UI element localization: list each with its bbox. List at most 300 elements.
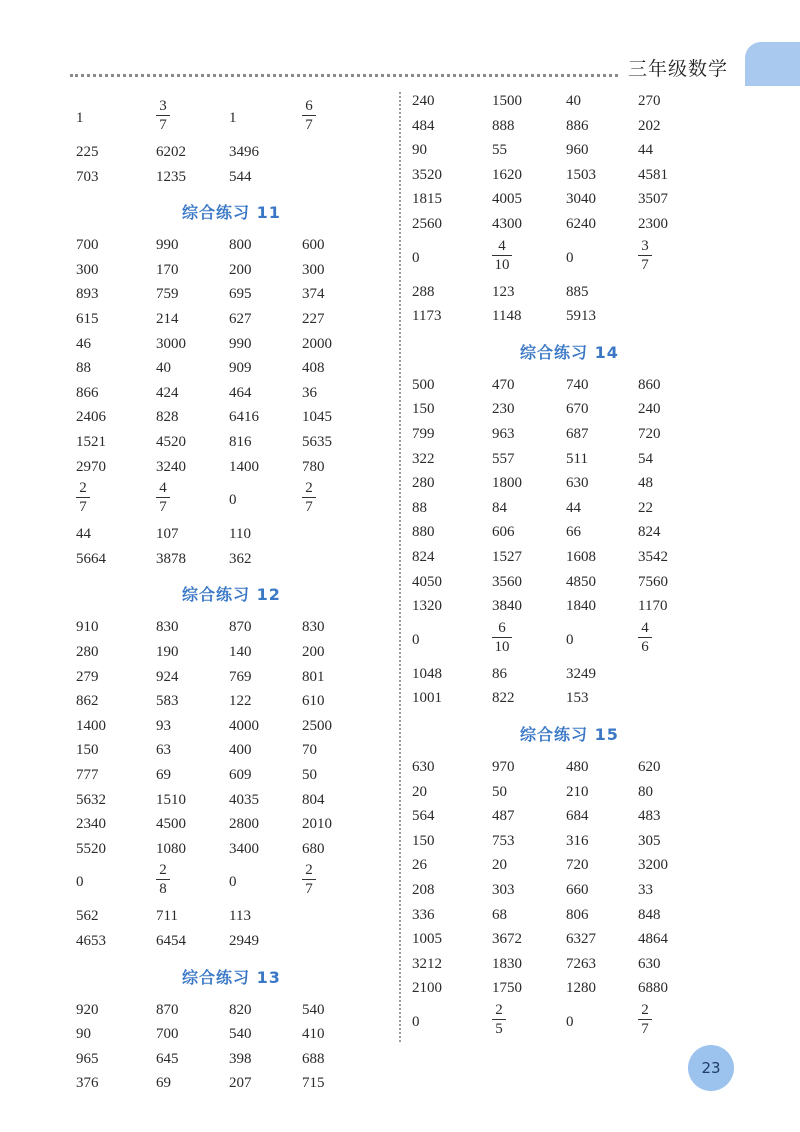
answer-value: 1045 (302, 409, 332, 426)
answer-value: 828 (156, 409, 179, 426)
answer-value: 3542 (638, 549, 668, 565)
answer-value: 44 (76, 526, 91, 543)
fraction-bar (492, 1019, 506, 1020)
answer-row (412, 830, 732, 852)
section-heading: 综合练习 13 (182, 967, 281, 987)
answer-fraction (492, 620, 512, 658)
fraction-numerator: 2 (79, 480, 87, 497)
fraction-denominator: 7 (641, 256, 649, 273)
answer-value: 336 (412, 906, 435, 923)
answer-value: 4500 (156, 816, 186, 833)
answer-row (412, 398, 732, 420)
answer-value: 700 (76, 237, 99, 254)
answer-row (76, 456, 396, 478)
answer-row (76, 1072, 396, 1094)
answer-row (412, 953, 732, 975)
answer-value: 3240 (156, 458, 186, 475)
answer-value: 190 (156, 644, 179, 660)
answer-row (76, 838, 396, 860)
section-heading: 综合练习 15 (520, 725, 619, 744)
answer-value: 410 (302, 1026, 325, 1043)
fraction-numerator: 2 (495, 1002, 503, 1018)
page-number-badge: 23 (688, 1045, 734, 1091)
answer-value: 909 (229, 360, 252, 377)
answer-row (412, 546, 732, 568)
answer-value: 610 (302, 693, 325, 710)
answer-value: 280 (412, 475, 435, 492)
answer-value: 1 (76, 110, 84, 126)
answer-value: 1400 (229, 458, 259, 475)
fraction-bar (638, 1019, 652, 1020)
answer-value: 4520 (156, 434, 186, 450)
answer-row (76, 234, 396, 256)
answer-value: 0 (412, 631, 420, 648)
answer-value: 110 (229, 526, 251, 543)
answer-row (76, 641, 396, 663)
answer-value: 769 (229, 668, 252, 685)
answer-row (76, 333, 396, 355)
answer-value: 50 (302, 767, 317, 783)
answer-value: 970 (492, 759, 515, 775)
answer-row (412, 805, 732, 827)
answer-value: 3212 (412, 955, 442, 972)
answer-value: 484 (412, 117, 435, 134)
answer-row (76, 1048, 396, 1070)
answer-value: 86 (492, 665, 507, 682)
answer-value: 695 (229, 286, 252, 303)
answer-value: 300 (76, 261, 99, 278)
answer-value: 214 (156, 311, 179, 327)
answer-value: 630 (566, 475, 589, 492)
answer-row (76, 357, 396, 379)
answer-value: 1148 (492, 308, 522, 325)
answer-row (76, 406, 396, 428)
answer-row (76, 166, 396, 188)
answer-value: 1527 (492, 549, 522, 565)
answer-value: 400 (229, 742, 252, 759)
answer-value: 20 (412, 783, 427, 800)
answer-value: 866 (76, 384, 99, 401)
fraction-denominator: 8 (159, 881, 167, 898)
answer-value: 480 (566, 759, 589, 775)
answer-value: 122 (229, 693, 252, 710)
answer-value: 270 (638, 93, 661, 109)
answer-value: 606 (492, 524, 515, 541)
answer-row (76, 789, 396, 811)
fraction-numerator: 6 (305, 98, 313, 114)
answer-row (76, 548, 396, 570)
answer-value: 4864 (638, 931, 668, 948)
answer-value: 305 (638, 832, 661, 849)
answer-value: 300 (302, 261, 325, 278)
answer-value: 0 (566, 249, 574, 266)
answer-value: 870 (229, 619, 252, 636)
answer-row (412, 854, 732, 876)
answer-value: 44 (566, 499, 581, 516)
answer-value: 824 (412, 549, 435, 565)
answer-value: 2340 (76, 816, 106, 833)
fraction-denominator: 10 (494, 256, 510, 273)
answer-row (412, 238, 732, 278)
fraction-bar (492, 637, 512, 638)
fraction-denominator: 7 (79, 499, 87, 516)
answer-value: 6327 (566, 931, 596, 948)
answer-value: 910 (76, 619, 99, 636)
answer-value: 5913 (566, 308, 596, 325)
answer-row (412, 756, 732, 778)
fraction-numerator: 3 (159, 98, 167, 114)
answer-row (76, 999, 396, 1021)
fraction-denominator: 7 (305, 499, 313, 516)
answer-value: 886 (566, 117, 589, 134)
answer-value: 1750 (492, 980, 522, 997)
answer-value: 408 (302, 360, 325, 377)
answer-value: 7263 (566, 955, 596, 972)
fraction-denominator: 7 (305, 881, 313, 898)
answer-value: 3840 (492, 598, 522, 615)
answer-value: 1840 (566, 598, 596, 615)
answer-value: 4035 (229, 791, 259, 808)
answer-value: 107 (156, 526, 179, 543)
fraction-numerator: 6 (498, 619, 506, 636)
answer-value: 1800 (492, 475, 522, 492)
fraction-numerator: 3 (641, 237, 649, 254)
fraction-numerator: 4 (159, 480, 167, 497)
section-heading: 综合练习 11 (182, 203, 281, 223)
answer-value: 40 (156, 360, 171, 377)
answer-row (412, 977, 732, 999)
answer-row (76, 715, 396, 737)
answer-row (76, 431, 396, 453)
answer-value: 990 (156, 237, 179, 254)
answer-value: 88 (412, 499, 427, 516)
answer-value: 2949 (229, 933, 259, 949)
answer-value: 40 (566, 93, 581, 109)
answer-row (76, 141, 396, 163)
answer-value: 557 (492, 450, 515, 467)
answer-value: 4000 (229, 717, 259, 734)
answer-value: 2800 (229, 816, 259, 833)
answer-value: 4653 (76, 933, 106, 949)
header-tab-decoration (745, 42, 800, 86)
answer-value: 511 (566, 450, 588, 467)
answer-value: 487 (492, 808, 515, 825)
answer-row (412, 879, 732, 901)
answer-value: 965 (76, 1050, 99, 1067)
answer-value: 48 (638, 475, 653, 492)
answer-value: 870 (156, 1001, 179, 1018)
answer-value: 2560 (412, 216, 442, 232)
answer-value: 470 (492, 376, 515, 393)
answer-value: 1005 (412, 931, 442, 948)
column-divider (399, 92, 401, 1042)
answer-fraction (492, 238, 512, 276)
fraction-bar (302, 879, 316, 880)
answer-value: 711 (156, 908, 178, 925)
answer-value: 1400 (76, 717, 106, 734)
section-heading: 综合练习 12 (182, 585, 281, 605)
answer-value: 1815 (412, 191, 442, 208)
answer-row (76, 813, 396, 835)
answer-value: 54 (638, 450, 653, 467)
answer-value: 700 (156, 1026, 179, 1043)
fraction-denominator: 7 (159, 117, 167, 133)
answer-row (412, 423, 732, 445)
answer-value: 893 (76, 286, 99, 303)
answer-value: 3496 (229, 144, 259, 160)
answer-value: 804 (302, 791, 325, 808)
answer-value: 90 (412, 142, 427, 159)
answer-value: 50 (492, 783, 507, 800)
answer-row (412, 115, 732, 137)
answer-value: 687 (566, 426, 589, 442)
answer-value: 69 (156, 767, 171, 783)
answer-value: 66 (566, 524, 581, 541)
answer-value: 3249 (566, 665, 596, 682)
answer-row (412, 305, 732, 327)
answer-row (412, 571, 732, 593)
answer-value: 824 (638, 524, 661, 541)
answer-value: 5635 (302, 434, 332, 450)
answer-value: 5520 (76, 840, 106, 857)
answer-value: 3878 (156, 550, 186, 567)
answer-value: 630 (412, 759, 435, 775)
answer-value: 240 (638, 401, 661, 418)
fraction-bar (638, 255, 652, 256)
answer-value: 225 (76, 144, 99, 160)
answer-fraction (302, 480, 316, 518)
answer-value: 848 (638, 906, 661, 923)
answer-fraction (156, 98, 170, 136)
answer-value: 777 (76, 767, 99, 783)
answer-value: 4850 (566, 573, 596, 590)
answer-fraction (492, 1002, 506, 1040)
answer-value: 2500 (302, 717, 332, 734)
answer-row (76, 259, 396, 281)
answer-value: 830 (302, 619, 325, 636)
answer-value: 3507 (638, 191, 668, 208)
answer-value: 627 (229, 311, 252, 327)
answer-value: 1048 (412, 665, 442, 682)
answer-value: 3560 (492, 573, 522, 590)
fraction-bar (302, 115, 316, 116)
answer-value: 398 (229, 1050, 252, 1067)
answer-value: 6240 (566, 216, 596, 232)
fraction-bar (156, 115, 170, 116)
fraction-numerator: 2 (305, 480, 313, 497)
answer-row (412, 90, 732, 112)
answer-row (76, 98, 396, 138)
answer-value: 4581 (638, 166, 668, 183)
answer-value: 464 (229, 384, 252, 401)
answer-value: 3672 (492, 931, 522, 948)
answer-value: 2406 (76, 409, 106, 426)
answer-value: 660 (566, 882, 589, 898)
answer-value: 801 (302, 668, 325, 685)
answer-row (412, 213, 732, 235)
answer-value: 0 (412, 1014, 420, 1030)
fraction-denominator: 5 (495, 1021, 503, 1037)
answer-value: 822 (492, 690, 515, 707)
answer-row (76, 616, 396, 638)
answer-value: 22 (638, 499, 653, 516)
answer-value: 150 (76, 742, 99, 759)
fraction-bar (76, 497, 90, 498)
fraction-numerator: 2 (641, 1002, 649, 1018)
answer-value: 6416 (229, 409, 259, 426)
answer-row (412, 521, 732, 543)
fraction-numerator: 4 (641, 619, 649, 636)
answer-value: 0 (229, 874, 237, 891)
answer-value: 93 (156, 717, 171, 734)
answer-value: 720 (638, 426, 661, 442)
answer-value: 820 (229, 1001, 252, 1018)
fraction-denominator: 7 (159, 499, 167, 516)
answer-value: 540 (302, 1001, 325, 1018)
answer-value: 7560 (638, 573, 668, 590)
answer-row (76, 480, 396, 520)
answer-value: 150 (412, 832, 435, 849)
answer-value: 645 (156, 1050, 179, 1067)
answer-value: 1500 (492, 93, 522, 109)
answer-value: 88 (76, 360, 91, 377)
answer-value: 680 (302, 840, 325, 857)
answer-value: 5632 (76, 791, 106, 808)
answer-value: 279 (76, 668, 99, 685)
answer-value: 990 (229, 335, 252, 352)
answer-value: 688 (302, 1050, 325, 1067)
answer-value: 715 (302, 1075, 325, 1092)
answer-value: 90 (76, 1026, 91, 1043)
answer-value: 830 (156, 619, 179, 636)
answer-value: 609 (229, 767, 252, 783)
answer-value: 1510 (156, 791, 186, 808)
fraction-numerator: 4 (498, 237, 506, 254)
answer-value: 322 (412, 450, 435, 467)
answer-value: 583 (156, 693, 179, 710)
answer-row (412, 281, 732, 303)
answer-value: 140 (229, 644, 252, 660)
answer-value: 0 (566, 631, 574, 648)
answer-value: 288 (412, 283, 435, 300)
answer-row (412, 374, 732, 396)
answer-row (412, 164, 732, 186)
answer-value: 3520 (412, 166, 442, 183)
answer-value: 316 (566, 832, 589, 849)
answer-value: 1620 (492, 166, 522, 183)
fraction-numerator: 2 (305, 862, 313, 879)
answer-row (412, 139, 732, 161)
answer-value: 1280 (566, 980, 596, 997)
answer-value: 1830 (492, 955, 522, 972)
answer-value: 303 (492, 882, 515, 898)
answer-value: 963 (492, 426, 515, 442)
answer-row (76, 1023, 396, 1045)
answer-value: 500 (412, 376, 435, 393)
answer-value: 280 (76, 644, 99, 660)
answer-value: 227 (302, 311, 325, 327)
answer-fraction (156, 480, 170, 518)
answer-value: 562 (76, 908, 99, 925)
fraction-bar (156, 497, 170, 498)
answer-value: 860 (638, 376, 661, 393)
answer-value: 55 (492, 142, 507, 159)
fraction-bar (638, 637, 652, 638)
answer-row (412, 472, 732, 494)
answer-value: 0 (229, 492, 237, 509)
answer-fraction (76, 480, 90, 518)
answer-value: 740 (566, 376, 589, 393)
answer-row (76, 862, 396, 902)
answer-value: 5664 (76, 550, 106, 567)
fraction-denominator: 6 (641, 638, 649, 655)
answer-row (412, 448, 732, 470)
answer-row (412, 620, 732, 660)
answer-value: 799 (412, 426, 435, 442)
answer-value: 208 (412, 882, 435, 898)
answer-value: 630 (638, 955, 661, 972)
answer-value: 888 (492, 117, 515, 134)
answer-value: 374 (302, 286, 325, 303)
answer-row (412, 595, 732, 617)
answer-value: 170 (156, 261, 179, 278)
answer-value: 150 (412, 401, 435, 418)
answer-value: 780 (302, 458, 325, 475)
answer-value: 540 (229, 1026, 252, 1043)
answer-row (412, 188, 732, 210)
answer-value: 69 (156, 1075, 171, 1092)
answer-value: 80 (638, 783, 653, 800)
answer-value: 240 (412, 93, 435, 109)
answer-value: 1080 (156, 840, 186, 857)
header-dotted-rule (70, 74, 618, 77)
answer-value: 0 (412, 249, 420, 266)
fraction-bar (492, 255, 512, 256)
page-header-title: 三年级数学 (628, 58, 729, 80)
answer-value: 33 (638, 882, 653, 898)
answer-value: 230 (492, 401, 515, 418)
fraction-denominator: 7 (641, 1021, 649, 1037)
fraction-bar (156, 879, 170, 880)
answer-value: 202 (638, 117, 661, 134)
answer-value: 2970 (76, 458, 106, 475)
answer-fraction (302, 862, 316, 900)
answer-value: 1320 (412, 598, 442, 615)
answer-value: 424 (156, 384, 179, 401)
answer-value: 483 (638, 808, 661, 825)
answer-value: 123 (492, 283, 515, 300)
answer-row (76, 382, 396, 404)
answer-value: 1173 (412, 308, 442, 325)
answer-fraction (638, 1002, 652, 1040)
answer-value: 753 (492, 832, 515, 849)
answer-value: 362 (229, 550, 252, 567)
answer-value: 4005 (492, 191, 522, 208)
answer-row (412, 663, 732, 685)
answer-value: 200 (302, 644, 325, 660)
answer-value: 26 (412, 857, 427, 874)
answer-value: 2010 (302, 816, 332, 833)
answer-value: 862 (76, 693, 99, 710)
answer-value: 2300 (638, 216, 668, 232)
answer-value: 3040 (566, 191, 596, 208)
answer-value: 70 (302, 742, 317, 759)
answer-row (76, 523, 396, 545)
answer-value: 3400 (229, 840, 259, 857)
answer-row (76, 283, 396, 305)
answer-value: 806 (566, 906, 589, 923)
answer-value: 600 (302, 237, 325, 254)
